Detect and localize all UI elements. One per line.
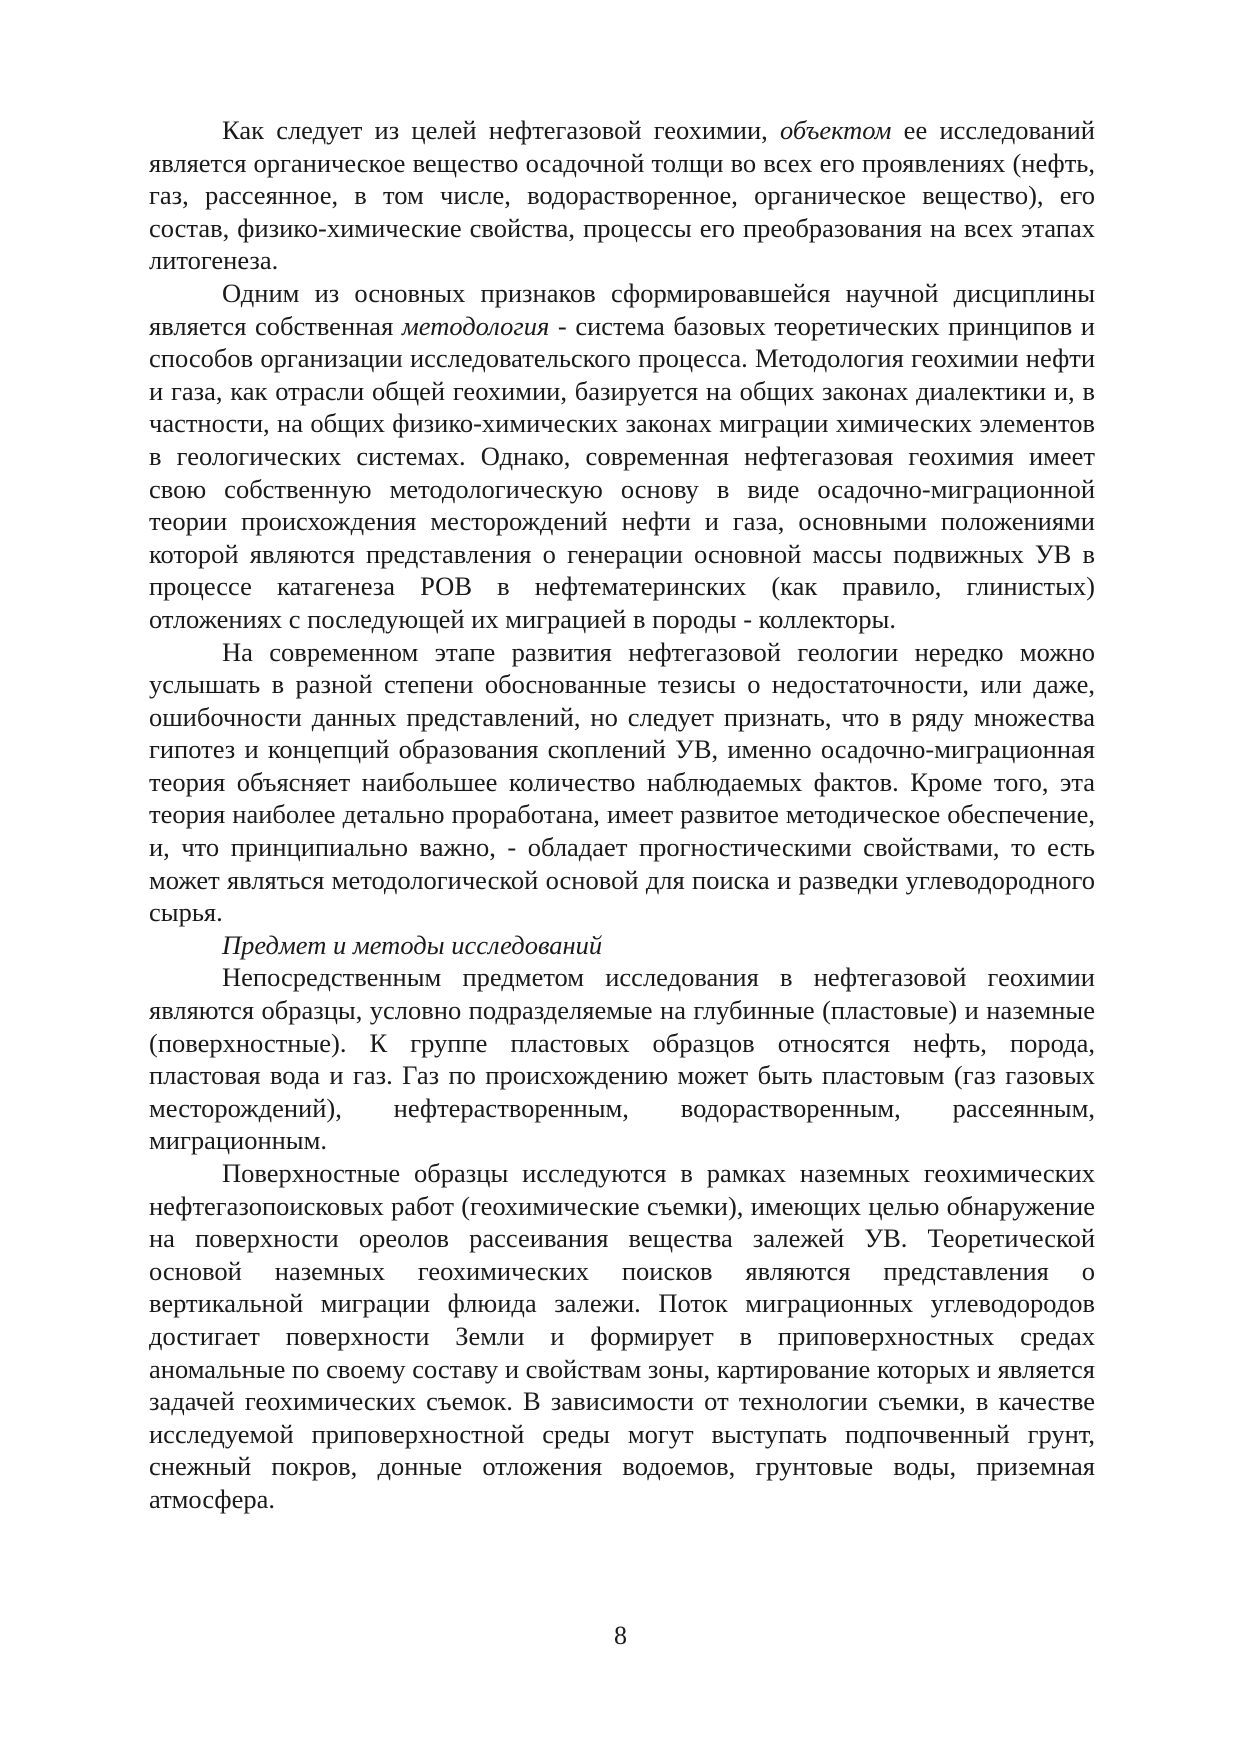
term-methodology: методология — [401, 310, 550, 341]
page-body — [149, 114, 1095, 1516]
term-object: объектом — [780, 115, 892, 145]
paragraph-methodology-text-start: Одним из основных признаков сформировавшейся научной дисциплины является собственная — [149, 277, 1095, 341]
paragraph-subject: Непосредственным предметом исследования в нефтегазовой геохимии являются образцы, условно подразделяемые на глубинные (пластовые) и наземные (поверхностные). К группе пластовых образцов относятся нефть, порода, пластовая вода и газ. Газ по происхождению может быть пластовым (газ газовых месторождений), нефтерастворенным, водорастворенным, рассеянным, миграционным. — [149, 962, 1095, 1156]
paragraph-object-text-end: ее исследований является органическое вещество осадочной толщи во всех его проявлениях (нефть, газ, рассеянное, в том числе, водорастворенное, органическое вещество), его состав, физико-химические свойства, процессы его преобразования на всех этапах литогенеза. — [149, 115, 1095, 276]
paragraph-object — [149, 114, 1095, 277]
paragraph-theory: На современном этапе развития нефтегазовой геологии нередко можно услышать в разной степени обоснованные тезисы о недостаточности, или даже, ошибочности данных представлений, но следует признать, что в ряду множества гипотез и концепций образования скоплений УВ, именно осадочно-миграционная теория объясняет наибольшее количество наблюдаемых фактов. Кроме того, эта теория наиболее детально проработана, имеет развитое методическое обеспечение, и, что принципиально важно, - обладает прогностическими свойствами, то есть может являться методологической основой для поиска и разведки углеводородного сырья. — [149, 636, 1095, 928]
paragraph-methodology — [149, 277, 1095, 636]
paragraph-methodology-text-end: - система базовых теоретических принципов и способов организации исследовательского процесса. Методология геохимии нефти и газа, как отрасли общей геохимии, базируется на общих законах диалектики и, в частности, на общих физико-химических законах миграции химических элементов в геологических системах. Однако, современная нефтегазовая геохимия имеет свою собственную методологическую основу в виде осадочно-миграционной теории происхождения месторождений нефти и газа, основными положениями которой являются представления о генерации основной массы подвижных УВ в процессе катагенеза РОВ в нефтематеринских (как правило, глинистых) отложениях с последующей их миграцией в породы - коллекторы. — [149, 310, 1095, 634]
paragraph-surface-samples: Поверхностные образцы исследуются в рамках наземных геохимических нефтегазопоисковых работ (геохимические съемки), имеющих целью обнаружение на поверхности ореолов рассеивания вещества залежей УВ. Теоретической основой наземных геохимических поисков являются представления о вертикальной миграции флюида залежи. Поток миграционных углеводородов достигает поверхности Земли и формирует в приповерхностных средах аномальные по своему составу и свойствам зоны, картирование которых и является задачей геохимических съемок. В зависимости от технологии съемки, в качестве исследуемой приповерхностной среды могут выступать подпочвенный грунт, снежный покров, донные отложения водоемов, грунтовые воды, приземная атмосфера. — [149, 1158, 1095, 1514]
page-number: 8 — [614, 1621, 627, 1650]
section-subheading: Предмет и методы исследований — [222, 929, 603, 960]
paragraph-object-text-start: Как следует из целей нефтегазовой геохимии, — [222, 115, 781, 145]
